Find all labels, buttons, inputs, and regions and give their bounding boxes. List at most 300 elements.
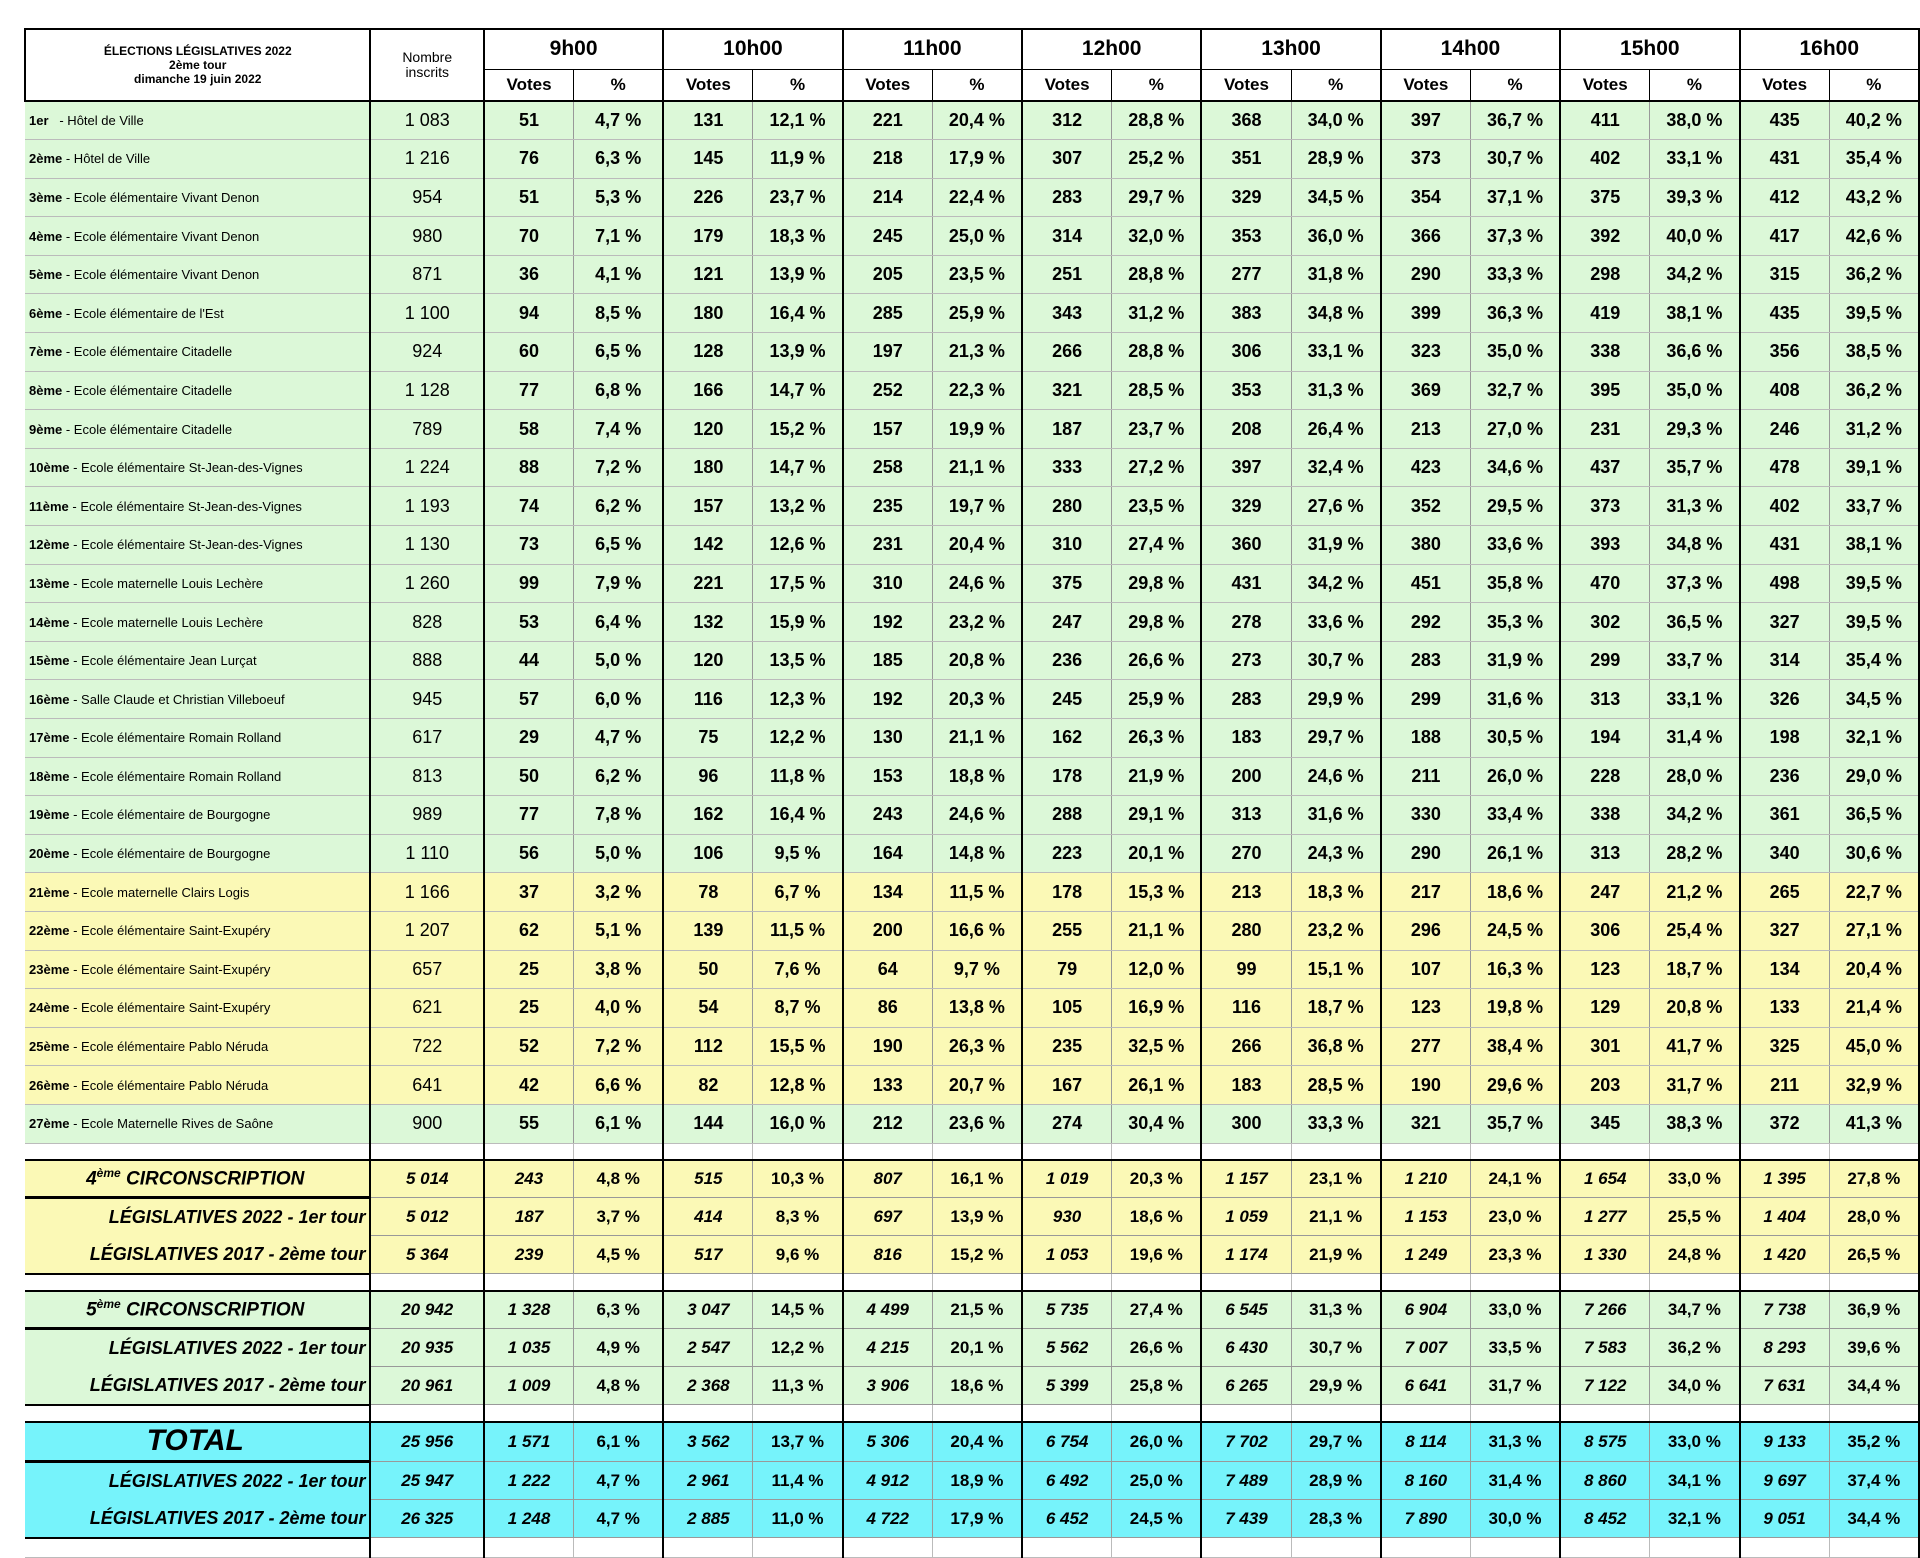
spacer-cell: [574, 1538, 664, 1558]
cell-votes: 116: [663, 680, 753, 719]
cell-votes: 239: [484, 1236, 574, 1274]
cell-votes: 375: [1560, 178, 1650, 217]
table-row: [25, 178, 1919, 217]
cell-percent: 23,2 %: [1291, 911, 1381, 950]
bureau-name: - Ecole Maternelle Rives de Saône: [69, 1116, 274, 1132]
spacer-cell: [1201, 1405, 1291, 1422]
cell-percent: 13,2 %: [753, 487, 843, 526]
cell-votes: 183: [1201, 719, 1291, 758]
turnout-table: [24, 28, 1920, 1558]
cell-votes: 121: [663, 255, 753, 294]
cell-percent: 30,7 %: [1291, 641, 1381, 680]
cell-percent: 28,3 %: [1291, 1500, 1381, 1538]
cell-percent: 16,1 %: [932, 1160, 1022, 1198]
cell-percent: 29,8 %: [1112, 603, 1202, 642]
cell-votes: 352: [1381, 487, 1471, 526]
circ-suffix: ème: [96, 1166, 121, 1181]
cell-inscrits: 20 942: [370, 1291, 484, 1329]
cell-percent: 4,7 %: [574, 101, 664, 140]
cell-percent: 26,3 %: [932, 1027, 1022, 1066]
table-row: [25, 101, 1919, 140]
cell-votes: 329: [1201, 178, 1291, 217]
table-row: [25, 989, 1919, 1028]
spacer-cell: [1560, 1405, 1650, 1422]
cell-percent: 20,3 %: [932, 680, 1022, 719]
cell-votes: 211: [1381, 757, 1471, 796]
cell-percent: 7,2 %: [574, 448, 664, 487]
cell-votes: 343: [1022, 294, 1112, 333]
cell-votes: 423: [1381, 448, 1471, 487]
cell-votes: 105: [1022, 989, 1112, 1028]
spacer-cell: [25, 1274, 370, 1291]
table-row: [25, 911, 1919, 950]
cell-votes: 178: [1022, 873, 1112, 912]
header-hour: 11h00: [843, 29, 1022, 69]
cell-votes: 9 133: [1740, 1422, 1830, 1462]
cell-votes: 211: [1740, 1066, 1830, 1105]
cell-percent: 8,7 %: [753, 989, 843, 1028]
cell-percent: 6,6 %: [574, 1066, 664, 1105]
cell-percent: 3,8 %: [574, 950, 664, 989]
cell-votes: 221: [843, 101, 933, 140]
cell-votes: 270: [1201, 834, 1291, 873]
spacer-cell: [843, 1143, 933, 1160]
cell-votes: 2 885: [663, 1500, 753, 1538]
cell-percent: 45,0 %: [1829, 1027, 1919, 1066]
cell-votes: 298: [1560, 255, 1650, 294]
cell-percent: 33,1 %: [1291, 333, 1381, 372]
cell-votes: 412: [1740, 178, 1830, 217]
spacer-cell: [1470, 1274, 1560, 1291]
cell-percent: 38,0 %: [1650, 101, 1740, 140]
cell-percent: 29,7 %: [1291, 1422, 1381, 1462]
cell-votes: 6 452: [1022, 1500, 1112, 1538]
cell-votes: 1 420: [1740, 1236, 1830, 1274]
spacer-cell: [1291, 1405, 1381, 1422]
cell-votes: 313: [1560, 834, 1650, 873]
bureau-name: - Ecole maternelle Clairs Logis: [69, 884, 250, 900]
table-row: [25, 873, 1919, 912]
cell-votes: 431: [1740, 140, 1830, 179]
header-inscrits: [370, 29, 484, 101]
spacer-cell: [1470, 1143, 1560, 1160]
cell-percent: 36,5 %: [1829, 796, 1919, 835]
bureau-name: - Ecole maternelle Louis Lechère: [69, 614, 264, 630]
cell-percent: 36,9 %: [1829, 1291, 1919, 1329]
cell-percent: 11,3 %: [753, 1367, 843, 1405]
spacer-cell: [1022, 1143, 1112, 1160]
cell-percent: 36,6 %: [1650, 333, 1740, 372]
cell-percent: 34,5 %: [1291, 178, 1381, 217]
cell-percent: 29,8 %: [1112, 564, 1202, 603]
cell-votes: 323: [1381, 333, 1471, 372]
spacer-cell: [1381, 1274, 1471, 1291]
cell-votes: 243: [843, 796, 933, 835]
cell-votes: 217: [1381, 873, 1471, 912]
cell-percent: 26,6 %: [1112, 641, 1202, 680]
spacer-cell: [1112, 1274, 1202, 1291]
cell-inscrits: 5 012: [370, 1198, 484, 1236]
cell-votes: 1 019: [1022, 1160, 1112, 1198]
header-votes: Votes: [663, 69, 753, 101]
bureau-number: 16ème: [29, 691, 70, 707]
spacer-row: [25, 1143, 1919, 1160]
cell-votes: 2 961: [663, 1462, 753, 1500]
cell-votes: 236: [1022, 641, 1112, 680]
cell-percent: 34,8 %: [1291, 294, 1381, 333]
cell-percent: 35,7 %: [1650, 448, 1740, 487]
cell-percent: 24,5 %: [1470, 911, 1560, 950]
table-row: [25, 371, 1919, 410]
bureau-number: 24ème: [29, 1000, 70, 1016]
cell-votes: 329: [1201, 487, 1291, 526]
cell-percent: 34,2 %: [1650, 796, 1740, 835]
cell-votes: 383: [1201, 294, 1291, 333]
cell-votes: 402: [1560, 140, 1650, 179]
table-row: [25, 641, 1919, 680]
bureau-name: - Ecole élémentaire St-Jean-des-Vignes: [69, 537, 303, 553]
cell-votes: 299: [1560, 641, 1650, 680]
cell-votes: 345: [1560, 1104, 1650, 1143]
cell-percent: 29,0 %: [1829, 757, 1919, 796]
cell-percent: 39,3 %: [1650, 178, 1740, 217]
header-percent: %: [932, 69, 1022, 101]
cell-votes: 1 571: [484, 1422, 574, 1462]
bureau-name: - Ecole élémentaire Vivant Denon: [62, 189, 260, 205]
cell-percent: 18,6 %: [1470, 873, 1560, 912]
cell-votes: 278: [1201, 603, 1291, 642]
cell-percent: 18,7 %: [1650, 950, 1740, 989]
cell-votes: 6 754: [1022, 1422, 1112, 1462]
cell-votes: 99: [484, 564, 574, 603]
cell-votes: 451: [1381, 564, 1471, 603]
cell-percent: 14,7 %: [753, 448, 843, 487]
cell-percent: 23,3 %: [1470, 1236, 1560, 1274]
cell-percent: 34,2 %: [1650, 255, 1740, 294]
cell-votes: 288: [1022, 796, 1112, 835]
cell-votes: 73: [484, 526, 574, 565]
cell-percent: 18,3 %: [1291, 873, 1381, 912]
comparison-label: LÉGISLATIVES 2017 - 2ème tour: [25, 1236, 370, 1274]
cell-votes: 54: [663, 989, 753, 1028]
cell-percent: 23,7 %: [1112, 410, 1202, 449]
cell-percent: 25,8 %: [1112, 1367, 1202, 1405]
cell-percent: 11,5 %: [932, 873, 1022, 912]
cell-percent: 35,3 %: [1470, 603, 1560, 642]
cell-inscrits: 1 193: [370, 487, 484, 526]
cell-percent: 35,4 %: [1829, 140, 1919, 179]
cell-votes: 292: [1381, 603, 1471, 642]
cell-percent: 19,8 %: [1470, 989, 1560, 1028]
cell-percent: 5,1 %: [574, 911, 664, 950]
cell-votes: 167: [1022, 1066, 1112, 1105]
cell-votes: 9 051: [1740, 1500, 1830, 1538]
cell-votes: 816: [843, 1236, 933, 1274]
cell-percent: 34,0 %: [1291, 101, 1381, 140]
cell-percent: 25,0 %: [1112, 1462, 1202, 1500]
cell-percent: 39,6 %: [1829, 1329, 1919, 1367]
cell-percent: 28,5 %: [1112, 371, 1202, 410]
cell-percent: 36,8 %: [1291, 1027, 1381, 1066]
cell-percent: 41,3 %: [1829, 1104, 1919, 1143]
cell-bureau: [25, 834, 370, 873]
cell-inscrits: 1 100: [370, 294, 484, 333]
spacer-cell: [1201, 1274, 1291, 1291]
spacer-cell: [1650, 1538, 1740, 1558]
table-row: [25, 1066, 1919, 1105]
cell-percent: 21,1 %: [932, 448, 1022, 487]
cell-votes: 9 697: [1740, 1462, 1830, 1500]
cell-percent: 37,3 %: [1470, 217, 1560, 256]
cell-percent: 8,5 %: [574, 294, 664, 333]
circ5-row: [25, 1367, 1919, 1405]
cell-percent: 6,3 %: [574, 140, 664, 179]
cell-votes: 4 499: [843, 1291, 933, 1329]
cell-votes: 375: [1022, 564, 1112, 603]
cell-votes: 8 575: [1560, 1422, 1650, 1462]
cell-votes: 392: [1560, 217, 1650, 256]
cell-votes: 300: [1201, 1104, 1291, 1143]
spacer-cell: [1112, 1143, 1202, 1160]
bureau-number: 6ème: [29, 305, 63, 321]
bureau-name: - Ecole élémentaire Vivant Denon: [62, 228, 260, 244]
cell-percent: 4,1 %: [574, 255, 664, 294]
bureau-number: 22ème: [29, 923, 70, 939]
cell-votes: 187: [1022, 410, 1112, 449]
cell-votes: 306: [1560, 911, 1650, 950]
cell-votes: 252: [843, 371, 933, 410]
cell-votes: 310: [843, 564, 933, 603]
header-votes: Votes: [843, 69, 933, 101]
bureau-number: 7ème: [29, 344, 63, 360]
cell-percent: 23,1 %: [1291, 1160, 1381, 1198]
cell-votes: 7 439: [1201, 1500, 1291, 1538]
cell-percent: 39,5 %: [1829, 294, 1919, 333]
cell-percent: 24,8 %: [1650, 1236, 1740, 1274]
cell-percent: 38,4 %: [1470, 1027, 1560, 1066]
cell-votes: 417: [1740, 217, 1830, 256]
cell-percent: 30,4 %: [1112, 1104, 1202, 1143]
cell-votes: 1 222: [484, 1462, 574, 1500]
cell-votes: 313: [1201, 796, 1291, 835]
cell-votes: 399: [1381, 294, 1471, 333]
cell-percent: 31,3 %: [1291, 371, 1381, 410]
cell-votes: 179: [663, 217, 753, 256]
cell-percent: 28,5 %: [1291, 1066, 1381, 1105]
cell-votes: 7 890: [1381, 1500, 1471, 1538]
bureau-name: - Ecole élémentaire Romain Rolland: [69, 730, 282, 746]
cell-votes: 807: [843, 1160, 933, 1198]
cell-percent: 35,8 %: [1470, 564, 1560, 603]
cell-votes: 1 654: [1560, 1160, 1650, 1198]
cell-bureau: [25, 101, 370, 140]
header-percent: %: [1291, 69, 1381, 101]
spacer-cell: [1560, 1143, 1650, 1160]
cell-votes: 236: [1740, 757, 1830, 796]
cell-votes: 353: [1201, 217, 1291, 256]
cell-percent: 14,5 %: [753, 1291, 843, 1329]
table-row: [25, 719, 1919, 758]
cell-votes: 431: [1740, 526, 1830, 565]
cell-votes: 228: [1560, 757, 1650, 796]
comparison-label: LÉGISLATIVES 2022 - 1er tour: [25, 1462, 370, 1500]
bureau-name: - Ecole élémentaire Jean Lurçat: [69, 653, 257, 669]
cell-votes: 351: [1201, 140, 1291, 179]
bureau-name: - Ecole élémentaire de Bourgogne: [69, 807, 271, 823]
cell-votes: 3 906: [843, 1367, 933, 1405]
cell-votes: 1 035: [484, 1329, 574, 1367]
cell-percent: 39,5 %: [1829, 603, 1919, 642]
cell-votes: 96: [663, 757, 753, 796]
cell-votes: 243: [484, 1160, 574, 1198]
cell-percent: 39,1 %: [1829, 448, 1919, 487]
cell-inscrits: 980: [370, 217, 484, 256]
cell-votes: 373: [1560, 487, 1650, 526]
cell-percent: 19,9 %: [932, 410, 1022, 449]
header-percent: %: [1112, 69, 1202, 101]
spacer-cell: [1829, 1143, 1919, 1160]
bureau-name: - Ecole élémentaire Saint-Exupéry: [69, 961, 271, 977]
header-votes: Votes: [1022, 69, 1112, 101]
cell-votes: 139: [663, 911, 753, 950]
cell-percent: 35,7 %: [1470, 1104, 1560, 1143]
cell-percent: 27,4 %: [1112, 1291, 1202, 1329]
cell-votes: 1 328: [484, 1291, 574, 1329]
cell-votes: 74: [484, 487, 574, 526]
cell-votes: 192: [843, 603, 933, 642]
cell-percent: 4,7 %: [574, 719, 664, 758]
cell-votes: 7 266: [1560, 1291, 1650, 1329]
cell-votes: 25: [484, 950, 574, 989]
cell-percent: 42,6 %: [1829, 217, 1919, 256]
cell-votes: 178: [1022, 757, 1112, 796]
cell-votes: 408: [1740, 371, 1830, 410]
spacer-cell: [1470, 1538, 1560, 1558]
total-label: TOTAL: [25, 1422, 370, 1462]
cell-percent: 37,1 %: [1470, 178, 1560, 217]
cell-percent: 20,4 %: [932, 526, 1022, 565]
cell-votes: 6 641: [1381, 1367, 1471, 1405]
spacer-cell: [843, 1274, 933, 1291]
spacer-cell: [574, 1143, 664, 1160]
cell-votes: 1 153: [1381, 1198, 1471, 1236]
cell-votes: 6 430: [1201, 1329, 1291, 1367]
cell-percent: 6,3 %: [574, 1291, 664, 1329]
cell-percent: 12,0 %: [1112, 950, 1202, 989]
cell-votes: 120: [663, 641, 753, 680]
cell-percent: 35,2 %: [1829, 1422, 1919, 1462]
cell-percent: 17,9 %: [932, 140, 1022, 179]
header-hour: 10h00: [663, 29, 842, 69]
spacer-cell: [753, 1538, 843, 1558]
cell-percent: 34,6 %: [1470, 448, 1560, 487]
cell-percent: 6,5 %: [574, 333, 664, 372]
cell-inscrits: 26 325: [370, 1500, 484, 1538]
cell-votes: 8 860: [1560, 1462, 1650, 1500]
comparison-label: LÉGISLATIVES 2017 - 2ème tour: [25, 1500, 370, 1538]
spacer-cell: [1829, 1405, 1919, 1422]
cell-votes: 251: [1022, 255, 1112, 294]
header-votes: Votes: [1381, 69, 1471, 101]
cell-votes: 44: [484, 641, 574, 680]
spacer-cell: [1291, 1143, 1381, 1160]
cell-votes: 296: [1381, 911, 1471, 950]
bureau-number: 20ème: [29, 846, 70, 862]
bureau-name: - Ecole élémentaire Pablo Néruda: [69, 1077, 269, 1093]
cell-votes: 326: [1740, 680, 1830, 719]
cell-votes: 145: [663, 140, 753, 179]
cell-votes: 57: [484, 680, 574, 719]
spacer-cell: [370, 1405, 484, 1422]
cell-percent: 36,3 %: [1470, 294, 1560, 333]
cell-votes: 226: [663, 178, 753, 217]
spacer-cell: [663, 1405, 753, 1422]
circ-number: 4: [86, 1168, 97, 1190]
cell-votes: 1 059: [1201, 1198, 1291, 1236]
cell-bureau: [25, 487, 370, 526]
total-row: [25, 1422, 1919, 1462]
spacer-cell: [574, 1274, 664, 1291]
cell-bureau: [25, 410, 370, 449]
cell-percent: 12,2 %: [753, 1329, 843, 1367]
cell-percent: 21,9 %: [1112, 757, 1202, 796]
spacer-cell: [1829, 1538, 1919, 1558]
cell-votes: 361: [1740, 796, 1830, 835]
cell-votes: 437: [1560, 448, 1650, 487]
cell-percent: 9,6 %: [753, 1236, 843, 1274]
cell-inscrits: 1 216: [370, 140, 484, 179]
cell-votes: 435: [1740, 101, 1830, 140]
header-hour: 13h00: [1201, 29, 1380, 69]
cell-votes: 50: [484, 757, 574, 796]
cell-votes: 6 904: [1381, 1291, 1471, 1329]
cell-percent: 31,2 %: [1829, 410, 1919, 449]
cell-bureau: [25, 371, 370, 410]
cell-votes: 372: [1740, 1104, 1830, 1143]
cell-votes: 321: [1381, 1104, 1471, 1143]
bureau-number: 18ème: [29, 768, 70, 784]
cell-votes: 77: [484, 371, 574, 410]
cell-percent: 34,2 %: [1291, 564, 1381, 603]
cell-percent: 31,4 %: [1650, 719, 1740, 758]
cell-bureau: [25, 333, 370, 372]
bureau-number: 9ème: [29, 421, 63, 437]
header-hour: 15h00: [1560, 29, 1739, 69]
cell-percent: 22,4 %: [932, 178, 1022, 217]
spacer-cell: [932, 1143, 1022, 1160]
cell-votes: 5 399: [1022, 1367, 1112, 1405]
bureau-number: 13ème: [29, 575, 70, 591]
cell-percent: 20,1 %: [932, 1329, 1022, 1367]
cell-percent: 34,7 %: [1650, 1291, 1740, 1329]
spacer-cell: [1022, 1405, 1112, 1422]
table-row: [25, 255, 1919, 294]
spacer-cell: [1201, 1538, 1291, 1558]
cell-votes: 120: [663, 410, 753, 449]
cell-votes: 333: [1022, 448, 1112, 487]
cell-votes: 212: [843, 1104, 933, 1143]
cell-votes: 313: [1560, 680, 1650, 719]
cell-votes: 144: [663, 1104, 753, 1143]
spacer-row: [25, 1274, 1919, 1291]
cell-votes: 7 631: [1740, 1367, 1830, 1405]
cell-percent: 21,5 %: [932, 1291, 1022, 1329]
cell-votes: 153: [843, 757, 933, 796]
spacer-cell: [370, 1143, 484, 1160]
spacer-cell: [1022, 1274, 1112, 1291]
cell-percent: 13,8 %: [932, 989, 1022, 1028]
cell-inscrits: 989: [370, 796, 484, 835]
